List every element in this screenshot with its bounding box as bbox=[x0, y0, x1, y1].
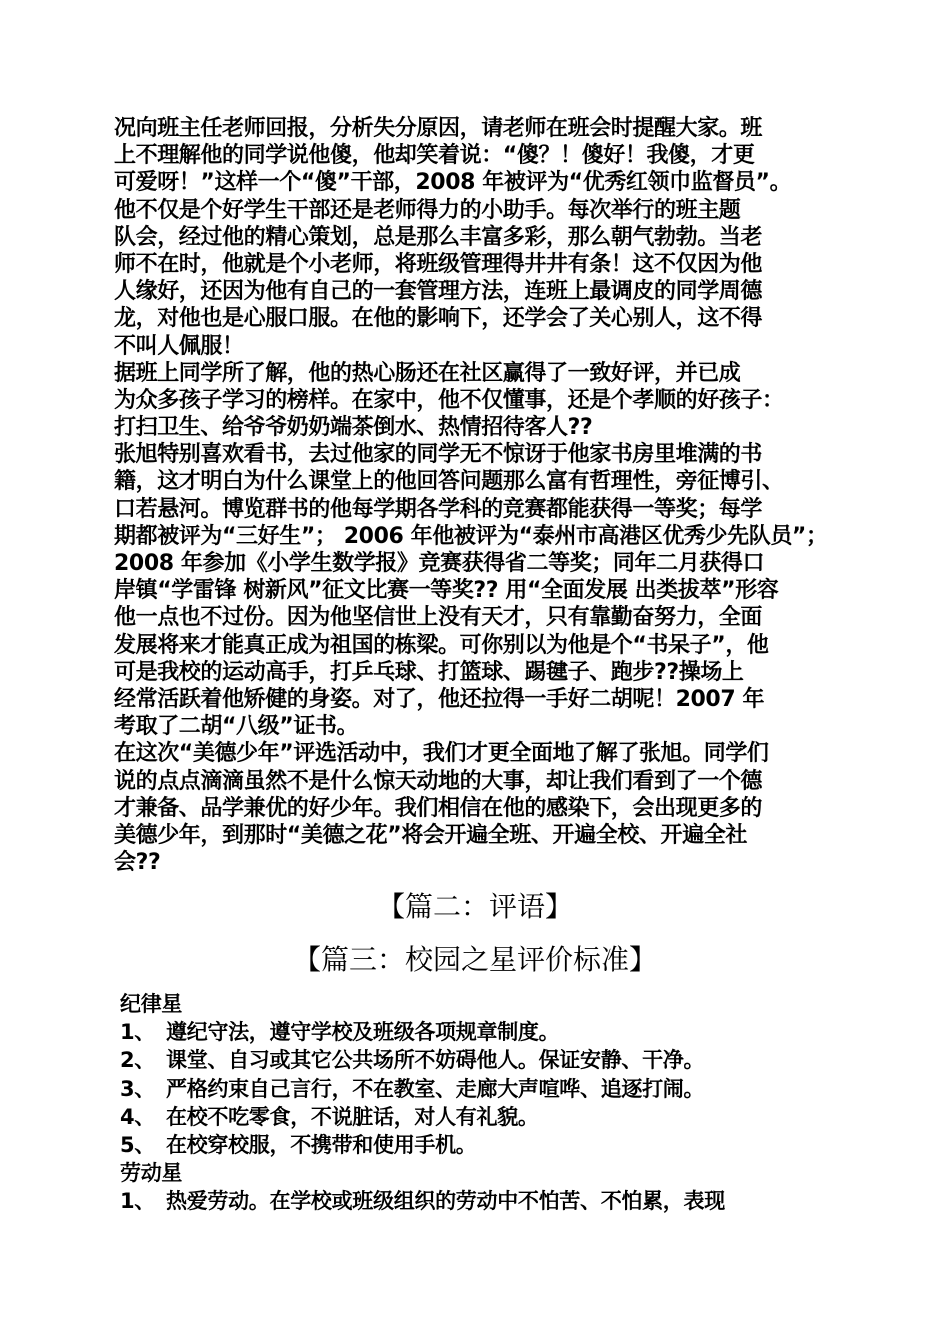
essay-line: 龙，对他也是心服口服。在他的影响下，还学会了关心别人，这不得 bbox=[114, 306, 763, 332]
essay-line: 上不理解他的同学说他傻，他却笑着说：“傻？！傻好！我傻，才更 bbox=[114, 143, 755, 169]
criteria-item-number: 3、 bbox=[120, 1076, 156, 1101]
essay-body bbox=[114, 115, 844, 876]
criteria-item-text: 课堂、自习或其它公共场所不妨碍他人。保证安静、干净。 bbox=[166, 1048, 705, 1073]
essay-line: 师不在时，他就是个小老师，将班级管理得井井有条！这不仅因为他 bbox=[114, 251, 763, 277]
essay-line: 说的点点滴滴虽然不是什么惊天动地的大事，却让我们看到了一个德 bbox=[114, 768, 763, 794]
criteria-item-number: 1、 bbox=[120, 1189, 156, 1214]
criteria-item-number: 4、 bbox=[120, 1104, 156, 1129]
essay-line: 籍，这才明白为什么课堂上的他回答问题那么富有哲理性，旁征博引、 bbox=[114, 469, 784, 495]
star-criteria-list bbox=[120, 990, 840, 1216]
essay-line: 口若悬河。博览群书的他每学期各学科的竞赛都能获得一等奖；每学 bbox=[114, 496, 763, 522]
criteria-item-number: 1、 bbox=[120, 1020, 156, 1045]
essay-line: 岸镇“学雷锋 树新风”征文比赛一等奖?? 用“全面发展 出类拔萃”形容 bbox=[114, 578, 779, 604]
essay-line: 为众多孩子学习的榜样。在家中，他不仅懂事，还是个孝顺的好孩子： bbox=[114, 387, 784, 413]
criteria-item-text: 在校穿校服，不携带和使用手机。 bbox=[166, 1132, 477, 1157]
essay-line: 经常活跃着他矫健的身姿。对了，他还拉得一手好二胡呢！2007 年 bbox=[114, 686, 765, 712]
essay-line: 不叫人佩服！ bbox=[114, 333, 244, 359]
essay-line: 在这次“美德少年”评选活动中，我们才更全面地了解了张旭。同学们 bbox=[114, 741, 769, 767]
essay-line: 人缘好，还因为他有自己的一套管理方法，连班上最调皮的同学周德 bbox=[114, 279, 763, 305]
essay-line: 才兼备、品学兼优的好少年。我们相信在他的感染下，会出现更多的 bbox=[114, 795, 763, 821]
criteria-item bbox=[120, 1046, 840, 1074]
criteria-category-title: 纪律星 bbox=[120, 992, 183, 1016]
essay-line: 张旭特别喜欢看书，去过他家的同学无不惊讶于他家书房里堆满的书 bbox=[114, 442, 763, 468]
criteria-item bbox=[120, 1187, 840, 1215]
section-heading-star-criteria: 【篇三：校园之星评价标准】 bbox=[292, 943, 657, 976]
essay-line: 发展将来才能真正成为祖国的栋梁。可你别以为他是个“书呆子”，他 bbox=[114, 632, 769, 658]
criteria-item-text: 在校不吃零食，不说脏话，对人有礼貌。 bbox=[166, 1104, 539, 1129]
criteria-item-text: 严格约束自己言行，不在教室、走廊大声喧哗、追逐打闹。 bbox=[166, 1076, 705, 1101]
criteria-item bbox=[120, 1075, 840, 1103]
essay-line: 2008 年参加《小学生数学报》竞赛获得省二等奖；同年二月获得口 bbox=[114, 551, 765, 576]
essay-line: 美德少年，到那时“美德之花”将会开遍全班、开遍全校、开遍全社 bbox=[114, 822, 747, 848]
essay-line: 可是我校的运动高手，打乒乓球、打篮球、踢毽子、跑步??操场上 bbox=[114, 659, 744, 685]
essay-line: 考取了二胡“八级”证书。 bbox=[114, 714, 359, 740]
criteria-item bbox=[120, 1103, 840, 1131]
essay-line: 他不仅是个好学生干部还是老师得力的小助手。每次举行的班主题 bbox=[114, 197, 741, 223]
essay-line: 会?? bbox=[114, 850, 161, 876]
criteria-item-text: 热爱劳动。在学校或班级组织的劳动中不怕苦、不怕累，表现 bbox=[166, 1189, 725, 1214]
criteria-item-text: 遵纪守法，遵守学校及班级各项规章制度。 bbox=[166, 1020, 560, 1045]
section-heading-comments: 【篇二：评语】 bbox=[376, 890, 573, 923]
essay-line: 况向班主任老师回报，分析失分原因，请老师在班会时提醒大家。班 bbox=[114, 116, 763, 141]
criteria-item-number: 2、 bbox=[120, 1048, 156, 1073]
essay-line: 据班上同学所了解，他的热心肠还在社区赢得了一致好评，并已成 bbox=[114, 360, 741, 386]
essay-line: 队会，经过他的精心策划，总是那么丰富多彩，那么朝气勃勃。当老 bbox=[114, 224, 763, 250]
essay-line: 打扫卫生、给爷爷奶奶端茶倒水、热情招待客人?? bbox=[114, 415, 593, 441]
criteria-item-number: 5、 bbox=[120, 1132, 156, 1157]
essay-line: 期都被评为“三好生”； 2006 年他被评为“泰州市高港区优秀少先队员”； bbox=[114, 523, 828, 549]
essay-line: 可爱呀！”这样一个“傻”干部，2008 年被评为“优秀红领巾监督员”。 bbox=[114, 170, 792, 196]
essay-line: 他一点也不过份。因为他坚信世上没有天才，只有靠勤奋努力，全面 bbox=[114, 605, 763, 631]
criteria-item bbox=[120, 1018, 840, 1046]
criteria-category-title: 劳动星 bbox=[120, 1161, 183, 1186]
criteria-item bbox=[120, 1131, 840, 1159]
